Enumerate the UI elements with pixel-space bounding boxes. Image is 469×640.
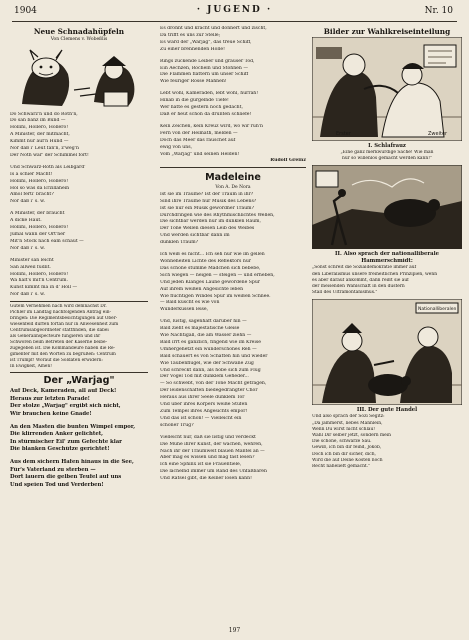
text-line: Wer hätte es gestern noch gedacht,	[160, 105, 243, 111]
text-line: Nor daß i' Leut fan'n, z'weg'n	[10, 146, 79, 152]
text-line: Der leidenschaften biedegedrängter Chor	[160, 388, 258, 394]
text-line: Amol ferti' bracht?	[10, 192, 54, 198]
text-line: Die schöne, schwarze Sau.	[312, 439, 372, 445]
text-line: Umhergehetzt ein wunderschönes Reh —	[160, 346, 257, 352]
text-line: Dö san banz im Bund —	[10, 118, 66, 124]
label-zweiter: Zweiter	[428, 131, 448, 137]
text-line: Wie flüchtigen Windes Spur im weißen Schnee.	[160, 293, 271, 299]
text-line: Hollihi, Hollero, Hollero!	[10, 125, 69, 131]
caption-2-quote	[312, 265, 462, 296]
text-line: Wie Taubenflügel, wie der Schwäne Zug	[160, 360, 254, 366]
text-line: Gewiß, ich bin dir feind, Jokob,	[312, 445, 382, 451]
text-line: Und, lustig, sagenhaft darüber hin —	[160, 319, 247, 325]
caption-1-quote	[312, 150, 462, 162]
text-line: Hinab in die gurgelnde Tiefe!	[160, 98, 229, 104]
text-line: Zu einer brennenden Hölle!	[160, 46, 225, 52]
text-line: ist Trumpf! Worauf die Soldaten erwidern:	[10, 358, 103, 364]
text-line: Fern von der Heimath, melden —	[160, 130, 238, 136]
text-line: Zum Tempel ihres Angesichts empor!	[160, 409, 248, 414]
text-line: Dö Schwarz'n und dö Roth'n,	[10, 111, 78, 117]
label-nationalliberalen: Nationalliberalen	[418, 307, 457, 313]
text-line: Mit'n Stock nach eam schaut —	[10, 238, 84, 244]
text-line: Wie Nachtigall, die am Wasser ziehn —	[160, 333, 252, 339]
section-divider	[10, 301, 148, 302]
text-line: Die Mühe ihrer Kunst, der wachen, wehren,	[160, 441, 263, 447]
illustration-schlafrauz	[312, 37, 462, 141]
text-line: Und schreckt dann, als höbe sich zum Flug	[160, 367, 261, 373]
text-line: Hol so was da Erzillahein	[10, 185, 70, 191]
text-line: Und werden sichtbar dann im	[160, 233, 230, 239]
satire-paragraph	[10, 304, 148, 370]
text-line: A Minister, der mitmacht,	[10, 132, 70, 138]
text-line: Nor daß i' s. w.	[10, 245, 45, 251]
text-line: Bald schauert es von Schatten hin und wieder	[160, 353, 268, 359]
text-line: San allweil füdlit.	[10, 264, 51, 270]
header-rule	[12, 21, 457, 22]
text-line: Doch das Meer das rauschet auf	[160, 137, 236, 143]
text-line: Ist sie nur ein Musik gewordner Traum?	[160, 205, 254, 211]
text-line: Wie feuriger Rosse Mähnen!	[160, 79, 227, 85]
text-line: Pichler im Landtag nachfolgenden Antrag ein-	[10, 310, 111, 316]
text-line: „Sonst schreit die Sozialdemokratie immer auf	[312, 265, 417, 271]
label-erster: Erster	[336, 131, 351, 137]
text-line: Für's Vaterland zu sterben —	[10, 466, 96, 473]
text-line: Auf Deck, Kameraden, all auf Deck!	[10, 388, 117, 395]
article-title-warjag: Der „Warjag"	[43, 375, 115, 387]
text-line: Ein Aechzen, Röcheln und Stöhnen —	[160, 65, 248, 71]
text-line: Aus dem sichern Hafen hinaus in die See,	[10, 458, 134, 465]
text-line: dunklen Traum?	[160, 240, 199, 246]
text-line: Recht nahelieft gemacht."	[312, 464, 371, 470]
text-line: An den Masten die bunten Wimpel empor,	[10, 423, 136, 430]
text-line: Aber mag es wissen und mag fast lesen?	[160, 455, 255, 461]
text-line: Wird die auf Deine Kosten noch	[312, 457, 383, 463]
text-line: Jumal wann der Ort'ner	[10, 232, 66, 237]
text-line: Ist sie im Traume? Ist der Traum in ihr?	[160, 191, 254, 197]
header-year: 1904	[14, 6, 37, 16]
caption-3-title: III. Der gute Handel	[356, 407, 418, 414]
caption-1-title: I. Schlafrauz	[368, 143, 406, 149]
article-author-madeleine: Von A. De Nora	[215, 185, 251, 191]
text-line: — So schwebt, von der Töne Macht getragen,	[160, 381, 267, 387]
text-line: der meisenden Wahlschaft in den düstern	[312, 284, 405, 290]
text-line: Stall des Ultramontanismus."	[312, 290, 378, 296]
text-line: als Generalinspecteure fungieren und ihr	[10, 334, 101, 340]
illustration-guter-handel	[312, 299, 462, 405]
text-line: schöner Trug?	[160, 422, 194, 428]
caption-2-title	[312, 251, 462, 265]
text-line: Is a schier Macht!	[10, 171, 53, 177]
text-line: es aber darauf ankommt, dann reißt sie auf	[312, 277, 409, 283]
text-line: Heraus zur letzten Parade!	[10, 395, 91, 402]
section-title-wahlkreis: Bilder zur Wahlkreiseinteilung	[323, 27, 451, 36]
text-line: Wir brauchen keine Gnade!	[10, 410, 92, 417]
text-line: Kein Zeichen, kein Kreuz wird, wo wir ruh'n	[160, 123, 264, 129]
text-line: Lebt wohl, Kameraden, lebt wohl, hurrah!	[160, 91, 259, 97]
text-line: Sind ihre Träume nur Musik des Lebens?	[160, 198, 257, 204]
text-line: den Liberalismus unsere freiheitlichen Prinzipien, wenn	[312, 271, 438, 277]
text-line: Nach ihr der Traumwelt blauen Mantel an —	[160, 448, 265, 454]
text-line: Und also sprach der Sozi Segitz:	[312, 414, 385, 420]
text-line: bringen: Die Regimentsbesichtigungen auf Ober-	[10, 316, 118, 322]
text-line: Bald irrt es gänzlich, fingend wie im Kreise	[160, 339, 261, 345]
poem-warjag-continued	[160, 26, 306, 158]
text-line: In stürmischer Eil' zum Gefechte klar	[10, 438, 122, 445]
text-line: Minister san leicht	[10, 257, 54, 263]
cartoon-devils	[10, 44, 148, 112]
caption-3-quote	[312, 414, 462, 470]
header-issue-number: Nr. 10	[424, 6, 453, 16]
text-line: Die klirrenden Anker gelichtet,	[10, 431, 104, 438]
text-line: nur so willenlos gemacht werden kann!"	[342, 156, 432, 162]
text-line: Hollihi, Hollero, Hollero!	[10, 271, 69, 277]
text-line: Doch ich bin dir sicher, dich,	[312, 451, 376, 457]
text-line: Und jeden Klanges Laune gewordene Spur	[160, 279, 261, 285]
text-line: Dort lauern die gelben Teufel auf uns	[10, 474, 122, 481]
text-line: Und Rätsel gibt, die Keiner lösen kann!	[160, 476, 252, 482]
text-line: A Minister, der braucht	[10, 211, 65, 217]
text-line: Wahl Dir selber jetzt, sondern mein	[312, 433, 391, 439]
text-line: Bald zieht es majestätische Gleise	[160, 326, 240, 332]
text-line: wiesenfeld dürfen fortan nur in Anwesenheit zum	[10, 322, 119, 328]
text-line: Und speien Tod und Verderben!	[10, 481, 104, 488]
text-line: zugegeben ist. Die Kommandeure haben die Re-	[10, 346, 116, 352]
text-line: In Ewigkeit, Amen!	[10, 364, 52, 370]
text-line: Centrumsabgeordneter stattfinden, die dabei	[10, 328, 109, 334]
text-line: „Da jammerst, liebes Männlein,	[312, 420, 383, 426]
section-divider	[10, 372, 148, 373]
text-line: ewig von uns,	[160, 144, 193, 150]
text-line: Vielleicht nur, daß sie listig und verdeckt	[160, 434, 256, 440]
poem-schnadahuepfeln	[10, 112, 148, 300]
poem-signature: Rudolf Greinz	[270, 158, 306, 164]
page-number: 197	[228, 627, 241, 634]
text-line: Das schöne stumme Mädchen sich bebebe,	[160, 265, 261, 271]
text-line: Die lächelnd immer um Rand des Unfaßbaren	[160, 469, 267, 475]
poem-warjag	[10, 388, 148, 489]
text-line: Der stolze „Warjag" ergibt sich nicht,	[10, 403, 121, 410]
text-line: A dicke Haut.	[10, 218, 42, 224]
text-line: — Bald kuscht es wie von	[160, 300, 220, 306]
column-left	[10, 26, 148, 489]
text-line: Nor daß i' s. w.	[10, 199, 45, 205]
text-line: Wunderküssen leise,	[160, 307, 209, 313]
column-middle	[160, 26, 306, 483]
text-line: Auf ihrem weißen Angesichte leben	[160, 286, 244, 292]
text-line: Es ward der „Warjag", das treue Schiff,	[160, 39, 252, 45]
text-line: Die Flammen flattern um unser Schiff	[160, 72, 249, 78]
text-line: Hammerschmidt:	[361, 258, 413, 265]
text-line: Und das ist schön! — Vielleicht ein	[160, 415, 242, 421]
text-line: Es dröhnt und kracht und donnert und zischt,	[160, 26, 267, 31]
text-line: Und Schwarz-Roth als Leibgard'	[10, 164, 86, 170]
text-line: Hollihi, Hollero, Hollero!	[10, 225, 69, 231]
text-line: Daß er heut schon da drunten schliefe!	[160, 111, 252, 117]
text-line: Nor daß i' s. w.	[10, 292, 45, 298]
text-line: Der Noth wär' der Schimmel fort!	[10, 152, 89, 158]
text-line: II. Also sprach der nationalliberale	[335, 251, 439, 258]
text-line: Kunst kimmt ma in d' Höll —	[10, 285, 78, 291]
text-line: Wa halt's mit'n Centrum.	[10, 278, 68, 284]
text-line: gimenter mit den Worten zu begrüßen: Centrum	[10, 352, 116, 358]
article-title-madeleine: Madeleine	[205, 172, 261, 184]
text-line: Wenn Du wirst nicht schlau!	[312, 426, 376, 432]
text-line: Und über ihres Körpers weiße Stufen	[160, 402, 248, 408]
text-line: Da trifft es uns zur Stelle;	[160, 32, 221, 38]
text-line: Sich wiegen — neigen — steigen — und erheben,	[160, 272, 275, 278]
text-line: Rings zuckende Leiber und grauser Tod,	[160, 58, 255, 64]
text-line: Durchdringen wie des Rhythmischlichtes Wellen,	[160, 212, 275, 218]
text-line: Der Vogel Tod mit dunklem Gefieder...	[160, 374, 249, 380]
article-author: Von Clemens v. Wobeßlis	[50, 37, 108, 42]
text-line: Schwören beim Betreten der Kaserne beibe-	[10, 340, 108, 346]
text-line: Ich weiß es nicht... Ich seh nur wie im gellen	[160, 252, 265, 258]
text-line: Gutem Vernehmen nach wird demnächst Dr.	[10, 304, 107, 310]
text-line: Kimmt nur auf'n Hund —	[10, 139, 69, 145]
text-line: Heraus aus ihrer Seele dunklem Tor	[160, 395, 245, 401]
text-line: Die sichtbar werden nur im dunklen Raum,	[160, 219, 261, 225]
column-right	[312, 26, 462, 470]
illustration-hammerschmidt	[312, 165, 462, 249]
header-magazine-title: · JUGEND ·	[196, 5, 273, 15]
text-line: Der Töne Wellen diesen Leib des Weibes	[160, 226, 255, 232]
text-line: Vom „Warjag" und seinen Helden!	[160, 151, 240, 157]
text-line: Wonneheiten Lichte des Reflektors nur	[160, 258, 251, 264]
article-title-schnadahuepfeln: Neue Schnadahüpfeln	[33, 27, 125, 36]
text-line: „Eine ganz merkwürdige Sache! Wie man	[340, 150, 434, 155]
text-line: Ich eine Sphinx ist sie Frauentiele,	[160, 462, 242, 468]
text-line: Hollihi, Hollero, Hollero!	[10, 178, 69, 184]
text-line: Die blanken Geschütze gerichtet!	[10, 446, 110, 453]
poem-madeleine	[160, 192, 306, 483]
section-divider	[160, 167, 306, 168]
